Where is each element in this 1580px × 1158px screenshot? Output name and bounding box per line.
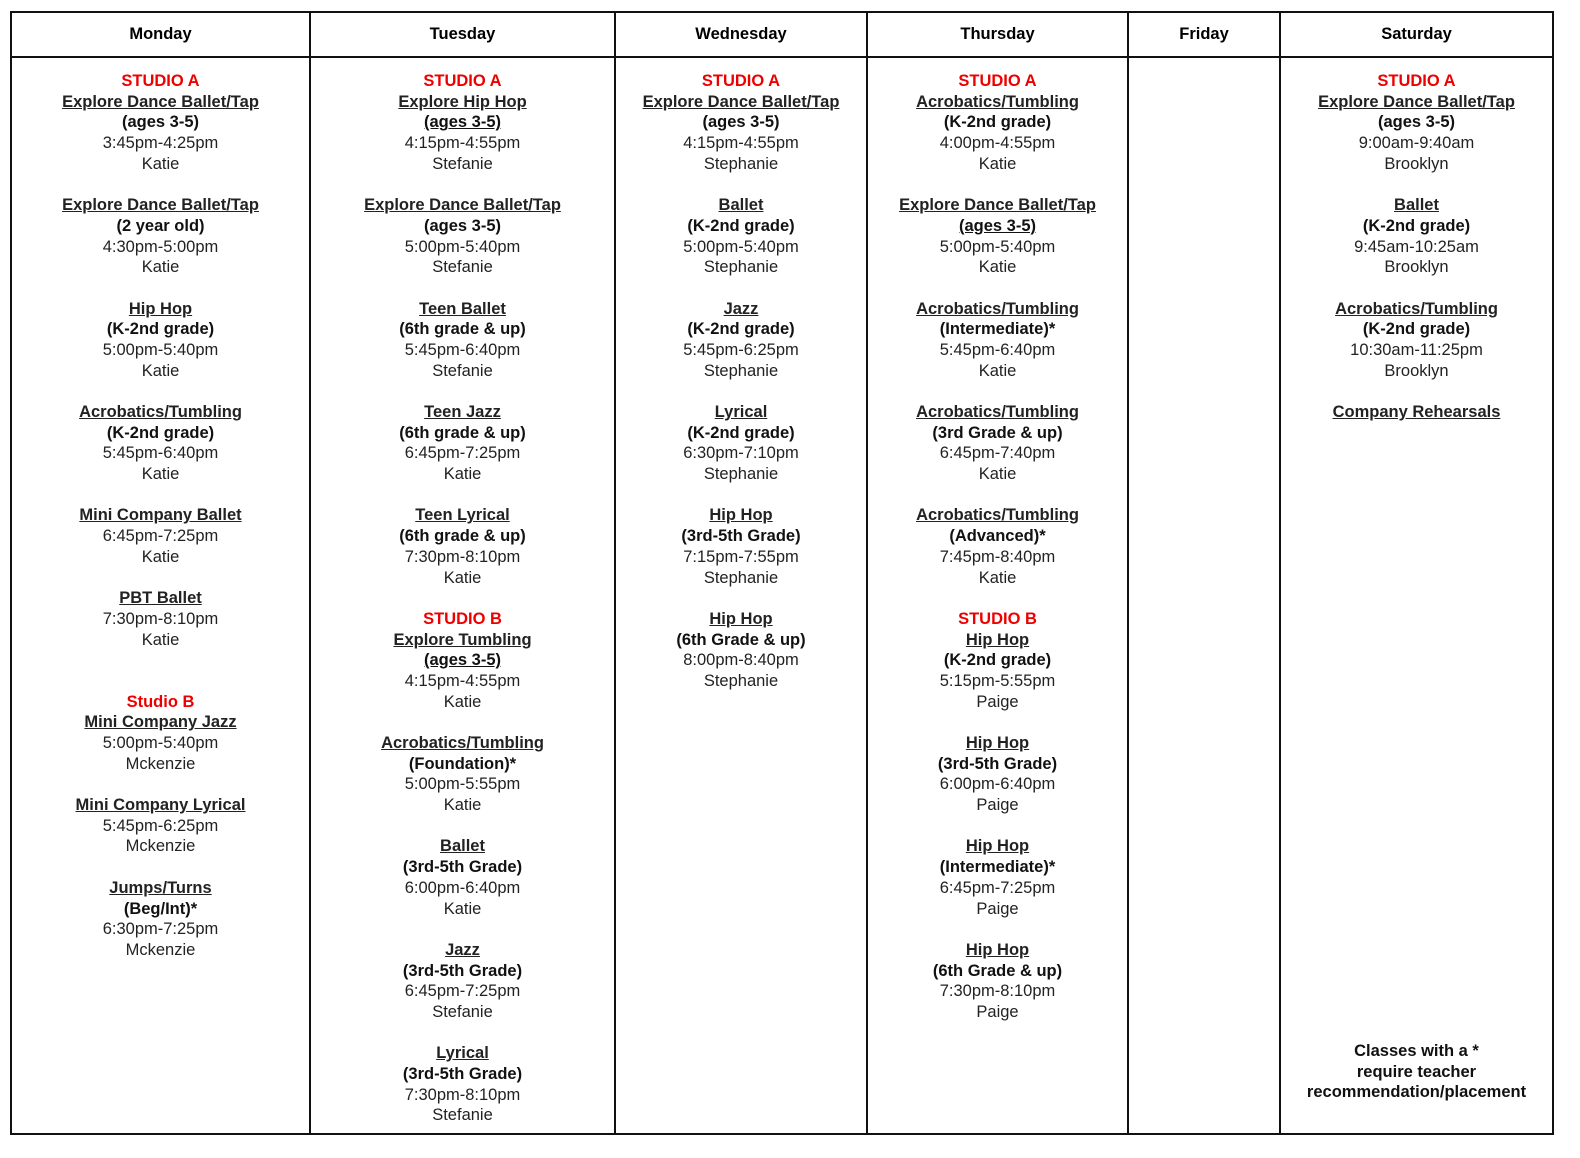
class-level: (3rd-5th Grade) bbox=[681, 527, 801, 546]
class-name: Jumps/Turns bbox=[109, 878, 212, 897]
class-level: (K-2nd grade) bbox=[687, 423, 795, 442]
class-level: (K-2nd grade) bbox=[943, 113, 1052, 132]
day-header-tuesday: Tuesday bbox=[311, 13, 614, 58]
class-teacher: Katie bbox=[141, 465, 180, 484]
class-time: 4:15pm-4:55pm bbox=[404, 671, 521, 690]
class-level: (6th grade & up) bbox=[399, 320, 526, 339]
class-name: Explore Dance Ballet/Tap bbox=[899, 196, 1096, 215]
class-teacher: Stephanie bbox=[703, 568, 779, 587]
studio-label: STUDIO B bbox=[958, 609, 1037, 628]
class-time: 7:30pm-8:10pm bbox=[404, 547, 521, 566]
class-time: 5:45pm-6:25pm bbox=[102, 816, 219, 835]
day-header-wednesday: Wednesday bbox=[616, 13, 866, 58]
tuesday-column bbox=[311, 13, 616, 1133]
class-time: 6:45pm-7:25pm bbox=[939, 878, 1056, 897]
class-level: (3rd Grade & up) bbox=[932, 423, 1063, 442]
class-time: 6:45pm-7:25pm bbox=[404, 444, 521, 463]
spacer bbox=[616, 174, 866, 195]
class-name: Hip Hop bbox=[965, 630, 1030, 649]
day-header-thursday: Thursday bbox=[868, 13, 1127, 58]
class-name: Ballet bbox=[718, 196, 764, 215]
class-time: 7:45pm-8:40pm bbox=[939, 547, 1056, 566]
class-level: (ages 3-5) bbox=[702, 113, 780, 132]
class-level: (K-2nd grade) bbox=[687, 216, 795, 235]
class-time: 5:45pm-6:25pm bbox=[683, 340, 799, 359]
studio-label: STUDIO A bbox=[958, 72, 1037, 90]
class-name: Hip Hop bbox=[709, 609, 773, 628]
spacer bbox=[12, 278, 309, 299]
class-name: Hip Hop bbox=[128, 299, 193, 318]
class-teacher: Katie bbox=[978, 258, 1017, 277]
class-name: Ballet bbox=[1394, 196, 1439, 215]
class-name: Explore Tumbling bbox=[393, 630, 532, 649]
class-name: Hip Hop bbox=[965, 734, 1030, 752]
class-teacher: Katie bbox=[443, 692, 482, 711]
spacer bbox=[311, 174, 614, 195]
class-teacher: Katie bbox=[141, 630, 180, 649]
class-teacher: Paige bbox=[976, 899, 1019, 918]
spacer bbox=[311, 381, 614, 402]
friday-column bbox=[1129, 13, 1281, 1133]
spacer bbox=[868, 588, 1127, 609]
class-name: Acrobatics/Tumbling bbox=[916, 92, 1079, 111]
class-time: 6:30pm-7:10pm bbox=[683, 444, 799, 463]
class-name: Acrobatics/Tumbling bbox=[1335, 299, 1498, 318]
class-time: 10:30am-11:25pm bbox=[1350, 340, 1483, 359]
class-level: (3rd-5th Grade) bbox=[402, 858, 523, 877]
class-level: (Beg/Int)* bbox=[123, 899, 198, 918]
class-teacher: Brooklyn bbox=[1384, 154, 1449, 173]
class-name: PBT Ballet bbox=[119, 589, 202, 608]
class-teacher: Stefanie bbox=[432, 1002, 493, 1021]
monday-classes bbox=[12, 58, 309, 1133]
class-name: Lyrical bbox=[436, 1044, 489, 1063]
class-level: (ages 3-5) bbox=[423, 651, 502, 670]
spacer bbox=[12, 174, 309, 195]
spacer bbox=[616, 588, 866, 609]
class-teacher: Stephanie bbox=[703, 258, 779, 277]
spacer bbox=[868, 712, 1127, 733]
studio-label: STUDIO B bbox=[423, 609, 502, 628]
weekly-class-schedule-table bbox=[10, 11, 1554, 1135]
class-name: Acrobatics/Tumbling bbox=[916, 403, 1079, 421]
spacer bbox=[311, 485, 614, 506]
class-teacher: Katie bbox=[141, 361, 180, 380]
spacer bbox=[868, 919, 1127, 940]
spacer bbox=[12, 671, 309, 692]
spacer bbox=[616, 278, 866, 299]
spacer bbox=[311, 816, 614, 837]
class-time: 4:15pm-4:55pm bbox=[683, 134, 799, 153]
class-level: (3rd-5th Grade) bbox=[402, 1065, 523, 1083]
spacer bbox=[868, 174, 1127, 195]
wednesday-column bbox=[616, 13, 868, 1133]
class-level: (ages 3-5) bbox=[121, 113, 200, 132]
spacer bbox=[12, 774, 309, 795]
class-name: Ballet bbox=[440, 837, 485, 856]
class-name: Mini Company Lyrical bbox=[75, 796, 246, 815]
class-name: Mini Company Jazz bbox=[84, 713, 237, 732]
class-time: 7:15pm-7:55pm bbox=[683, 547, 799, 566]
class-name: Explore Dance Ballet/Tap bbox=[364, 196, 561, 215]
class-level: (Intermediate)* bbox=[939, 320, 1056, 339]
class-teacher: Katie bbox=[443, 568, 482, 587]
class-name: Hip Hop bbox=[965, 837, 1030, 856]
class-teacher: Stephanie bbox=[703, 361, 779, 380]
class-teacher: Katie bbox=[443, 796, 482, 815]
spacer bbox=[616, 381, 866, 402]
class-teacher: Katie bbox=[978, 465, 1017, 484]
class-teacher: Katie bbox=[978, 154, 1017, 173]
spacer bbox=[12, 857, 309, 878]
class-time: 5:45pm-6:40pm bbox=[102, 444, 219, 463]
spacer bbox=[12, 650, 309, 671]
class-level: (K-2nd grade) bbox=[106, 320, 215, 339]
spacer bbox=[12, 485, 309, 506]
class-level: (K-2nd grade) bbox=[943, 651, 1052, 670]
spacer bbox=[868, 485, 1127, 506]
class-time: 6:45pm-7:25pm bbox=[102, 527, 219, 546]
class-time: 7:30pm-8:10pm bbox=[102, 609, 219, 628]
class-name: Company Rehearsals bbox=[1332, 403, 1501, 421]
class-level: (ages 3-5) bbox=[1377, 113, 1456, 132]
class-time: 6:45pm-7:25pm bbox=[404, 982, 521, 1001]
class-name: Acrobatics/Tumbling bbox=[916, 506, 1079, 525]
spacer bbox=[1281, 174, 1552, 195]
class-teacher: Paige bbox=[976, 1002, 1019, 1021]
class-teacher: Mckenzie bbox=[125, 837, 196, 856]
class-name: Jazz bbox=[723, 299, 759, 318]
class-teacher: Mckenzie bbox=[125, 940, 196, 959]
class-level: (2 year old) bbox=[116, 216, 205, 235]
spacer bbox=[868, 278, 1127, 299]
class-name: Explore Dance Ballet/Tap bbox=[642, 92, 840, 111]
studio-label: STUDIO A bbox=[423, 72, 502, 90]
class-name: Acrobatics/Tumbling bbox=[916, 299, 1079, 318]
class-name: Lyrical bbox=[714, 403, 768, 421]
spacer bbox=[311, 1023, 614, 1044]
note-line: recommendation/placement bbox=[1306, 1083, 1527, 1102]
class-time: 5:00pm-5:40pm bbox=[939, 237, 1056, 256]
studio-label: STUDIO A bbox=[1377, 72, 1456, 90]
class-time: 9:45am-10:25am bbox=[1354, 237, 1479, 256]
class-teacher: Brooklyn bbox=[1384, 361, 1449, 380]
spacer bbox=[1281, 278, 1552, 299]
studio-label: STUDIO A bbox=[121, 72, 200, 90]
teacher-recommendation-note bbox=[1281, 1041, 1552, 1103]
class-teacher: Stephanie bbox=[703, 671, 779, 690]
class-name: Teen Jazz bbox=[424, 403, 501, 421]
class-level: (K-2nd grade) bbox=[1362, 320, 1471, 339]
class-name: Explore Dance Ballet/Tap bbox=[62, 196, 259, 215]
class-teacher: Katie bbox=[443, 465, 482, 484]
class-time: 5:15pm-5:55pm bbox=[939, 671, 1056, 690]
class-time: 7:30pm-8:10pm bbox=[404, 1085, 521, 1104]
class-time: 7:30pm-8:10pm bbox=[939, 982, 1056, 1001]
class-level: (3rd-5th Grade) bbox=[402, 961, 523, 980]
spacer bbox=[1281, 381, 1552, 402]
class-name: Explore Dance Ballet/Tap bbox=[1318, 92, 1515, 111]
class-name: Mini Company Ballet bbox=[79, 506, 242, 525]
class-teacher: Katie bbox=[978, 361, 1017, 380]
class-name: Explore Hip Hop bbox=[398, 92, 527, 111]
class-name: Jazz bbox=[445, 940, 480, 959]
note-line: Classes with a * bbox=[1354, 1042, 1479, 1060]
class-name: Acrobatics/Tumbling bbox=[79, 403, 242, 421]
note-line: require teacher bbox=[1356, 1062, 1477, 1081]
class-teacher: Stefanie bbox=[432, 1106, 493, 1125]
spacer bbox=[311, 919, 614, 940]
spacer bbox=[12, 568, 309, 589]
class-level: (Advanced)* bbox=[949, 527, 1046, 546]
friday-classes bbox=[1129, 58, 1279, 1133]
class-time: 6:30pm-7:25pm bbox=[102, 920, 219, 939]
class-teacher: Katie bbox=[978, 568, 1017, 587]
class-name: Acrobatics/Tumbling bbox=[381, 734, 544, 752]
class-time: 5:00pm-5:55pm bbox=[404, 775, 521, 794]
class-name: Teen Ballet bbox=[419, 299, 506, 318]
class-level: (6th Grade & up) bbox=[676, 630, 806, 649]
class-teacher: Paige bbox=[976, 692, 1019, 711]
class-time: 5:00pm-5:40pm bbox=[102, 734, 219, 752]
class-teacher: Stephanie bbox=[703, 154, 779, 173]
class-name: Hip Hop bbox=[709, 506, 773, 525]
spacer bbox=[616, 485, 866, 506]
class-time: 5:45pm-6:40pm bbox=[939, 340, 1056, 359]
monday-column bbox=[12, 13, 311, 1133]
class-teacher: Katie bbox=[141, 258, 180, 277]
spacer bbox=[12, 381, 309, 402]
class-time: 5:00pm-5:40pm bbox=[683, 237, 799, 256]
class-time: 4:00pm-4:55pm bbox=[939, 134, 1056, 153]
class-teacher: Stefanie bbox=[432, 258, 493, 277]
class-level: (6th Grade & up) bbox=[932, 961, 1063, 980]
spacer bbox=[311, 712, 614, 733]
class-time: 5:45pm-6:40pm bbox=[404, 340, 521, 359]
spacer bbox=[311, 278, 614, 299]
spacer bbox=[868, 381, 1127, 402]
class-level: (6th grade & up) bbox=[399, 527, 526, 546]
class-time: 4:15pm-4:55pm bbox=[404, 134, 521, 153]
class-teacher: Brooklyn bbox=[1384, 258, 1449, 277]
wednesday-classes bbox=[616, 58, 866, 1133]
class-time: 6:00pm-6:40pm bbox=[404, 878, 521, 897]
class-name: Explore Dance Ballet/Tap bbox=[62, 92, 259, 111]
studio-label: Studio B bbox=[126, 692, 195, 711]
class-name: Teen Lyrical bbox=[415, 506, 510, 525]
class-teacher: Mckenzie bbox=[125, 754, 196, 773]
saturday-column bbox=[1281, 13, 1552, 1133]
class-level: (K-2nd grade) bbox=[1362, 216, 1471, 235]
spacer bbox=[868, 816, 1127, 837]
class-level: (3rd-5th Grade) bbox=[937, 754, 1058, 773]
class-level: (Intermediate)* bbox=[939, 858, 1056, 877]
class-teacher: Paige bbox=[976, 796, 1019, 815]
class-teacher: Stephanie bbox=[703, 465, 779, 484]
class-teacher: Katie bbox=[141, 547, 180, 566]
class-teacher: Katie bbox=[141, 154, 180, 173]
class-level: (ages 3-5) bbox=[423, 113, 502, 132]
class-time: 9:00am-9:40am bbox=[1358, 134, 1475, 153]
class-level: (6th grade & up) bbox=[399, 423, 526, 442]
class-level: (ages 3-5) bbox=[423, 216, 502, 235]
day-header-monday: Monday bbox=[12, 13, 309, 58]
class-teacher: Stefanie bbox=[432, 361, 493, 380]
class-teacher: Stefanie bbox=[432, 154, 493, 173]
class-time: 4:30pm-5:00pm bbox=[102, 237, 219, 256]
class-time: 5:00pm-5:40pm bbox=[102, 340, 219, 359]
day-header-friday: Friday bbox=[1129, 13, 1279, 58]
class-time: 5:00pm-5:40pm bbox=[404, 237, 521, 256]
studio-label: STUDIO A bbox=[701, 72, 781, 90]
saturday-classes bbox=[1281, 58, 1552, 1133]
day-header-saturday: Saturday bbox=[1281, 13, 1552, 58]
thursday-column bbox=[868, 13, 1129, 1133]
class-time: 6:45pm-7:40pm bbox=[939, 444, 1056, 463]
class-level: (K-2nd grade) bbox=[106, 423, 215, 442]
class-level: (K-2nd grade) bbox=[687, 320, 795, 339]
class-level: (Foundation)* bbox=[408, 754, 517, 773]
tuesday-classes bbox=[311, 58, 614, 1133]
class-time: 8:00pm-8:40pm bbox=[683, 651, 799, 670]
class-name: Hip Hop bbox=[965, 940, 1030, 959]
class-level: (ages 3-5) bbox=[958, 216, 1037, 235]
spacer bbox=[311, 588, 614, 609]
class-time: 6:00pm-6:40pm bbox=[939, 775, 1056, 794]
thursday-classes bbox=[868, 58, 1127, 1133]
class-time: 3:45pm-4:25pm bbox=[102, 134, 219, 153]
class-teacher: Katie bbox=[443, 899, 482, 918]
